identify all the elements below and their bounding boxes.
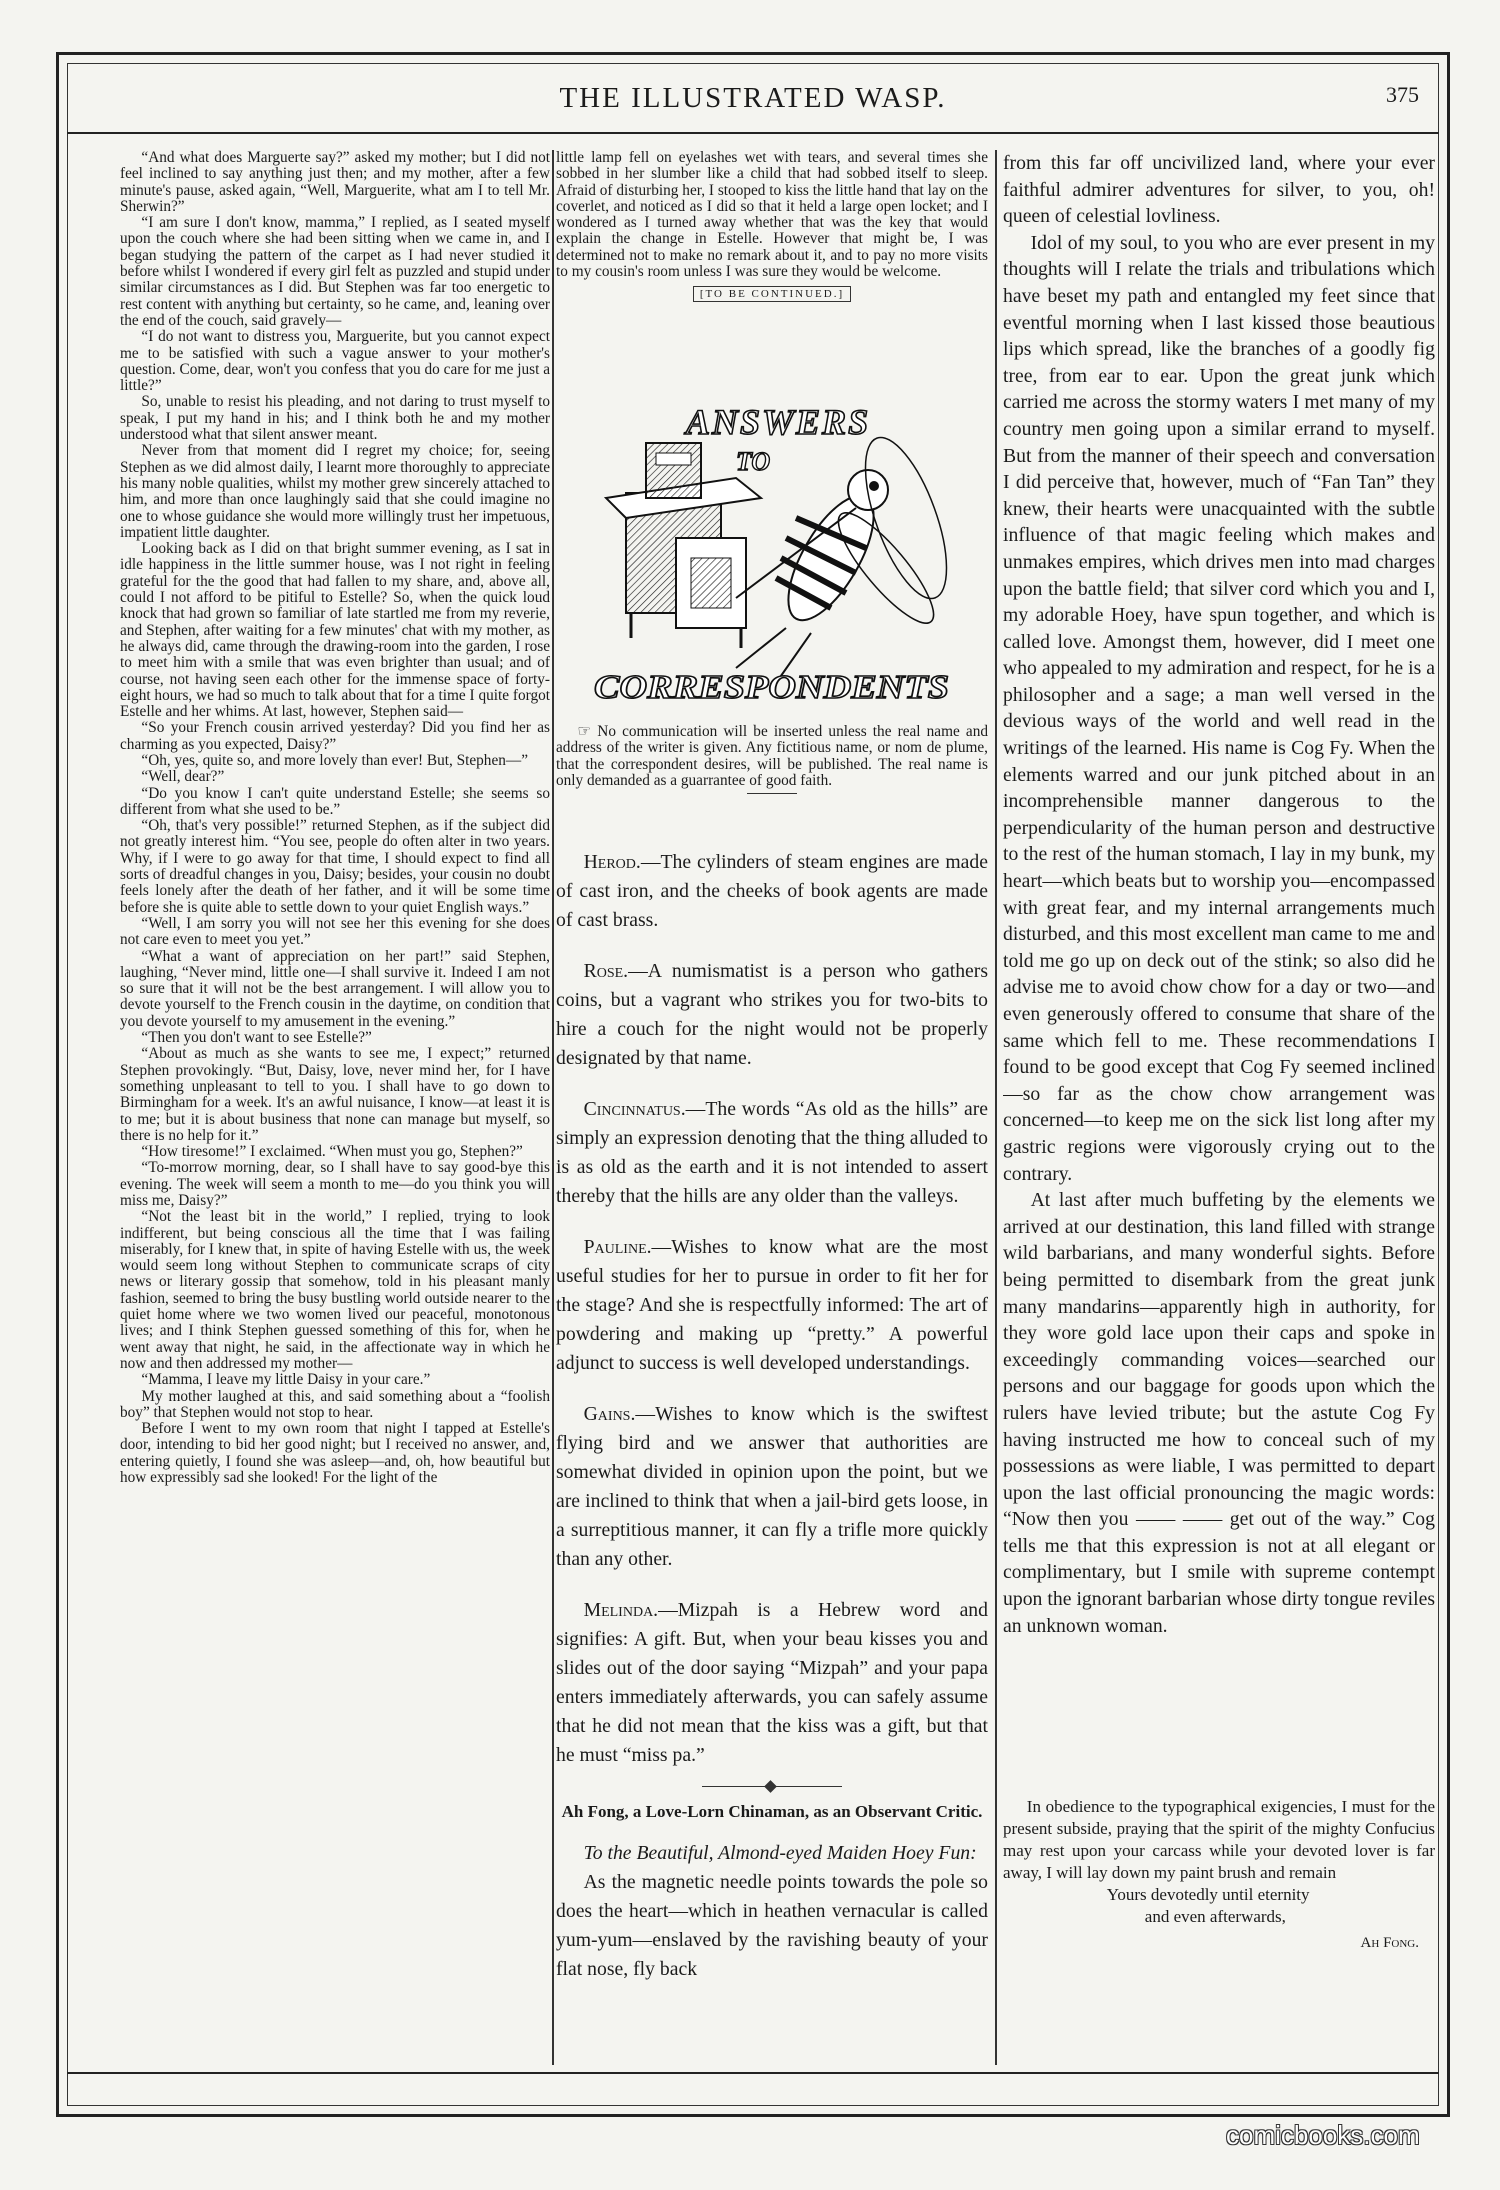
story-column-2 xyxy=(556,150,988,360)
answers-to-correspondents-illustration xyxy=(586,398,960,724)
answer-item xyxy=(556,1095,988,1211)
story-paragraph: “Well, I am sorry you will not see her this evening for she does not care even to meet you yet.” xyxy=(120,914,550,949)
story-paragraph: “To-morrow morning, dear, so I shall have to say good-bye this evening. The week will seem a month to me—do you think you will miss me, Daisy?” xyxy=(120,1159,550,1209)
letter-heading: Ah Fong, a Love-Lorn Chinaman, as an Observant Critic. xyxy=(561,1802,983,1821)
story-paragraph: “Not the least bit in the world,” I replied, trying to look indifferent, but being conscious all the time that I was failing miserably, for I knew that, in spite of having Estelle with us, the week would seem long without Stephen to communicate scraps of city news or literary gossip that somehow, told in his pleasant manly fashion, seemed to bring the busy bustling world outside nearer to the quiet home where we two women lived our peaceful, monotonous lives; and I think Stephen guessed something of this for, when he went away that night, he said, in the affectionate way in which he now and then addressed my mother— xyxy=(120,1208,550,1372)
story-paragraph: “And what does Marguerte say?” asked my mother; but I did not feel inclined to say anything just then; and my mother, after a few minute's pause, asked again, “Well, Marguerite, what am I to tell Mr. Sherwin?” xyxy=(120,150,550,215)
story-paragraph: “Do you know I can't quite understand Estelle; she seems so different from what she used to be.” xyxy=(120,784,550,818)
story-paragraph: “So your French cousin arrived yesterday? Did you find her as charming as you expected, Daisy?” xyxy=(120,719,550,753)
answer-name: Pauline. xyxy=(583,1236,652,1258)
story-paragraph: “Oh, that's very possible!” returned Stephen, as if the subject did not greatly interest him. “You see, people do often alter in two years. Why, if I were to go away for that time, I should expect to find all sorts of dreadful changes in you, Daisy; besides, your cousin no doubt feels lonely after the death of her father, and it will be some time before she is quite able to settle down to your quiet English ways.” xyxy=(120,817,550,916)
letter-closing-line: Yours devotedly until eternity xyxy=(1106,1885,1310,1904)
answer-name: Rose. xyxy=(583,960,629,982)
answer-text: —The cylinders of steam engines are made of cast iron, and the cheeks of book agents are made of cast brass. xyxy=(556,851,988,931)
letter-column xyxy=(1003,150,1435,1790)
story-paragraph: “Mamma, I leave my little Daisy in your care.” xyxy=(141,1371,431,1389)
letter-paragraph: from this far off uncivilized land, where your ever faithful admirer adventures for silver, to you, oh! queen of celestial lovliness. xyxy=(1003,152,1435,228)
answers-notice xyxy=(556,724,988,789)
answer-item xyxy=(556,1400,988,1574)
answer-item xyxy=(556,1233,988,1378)
answer-text: —Mizpah is a Hebrew word and signifies: A gift. But, when your beau kisses you and slides out of the door saying “Mizpah” and your papa enters immediately afterwards, you can safely assume that he did not mean that the kiss was a gift, but that he must “miss pa.” xyxy=(556,1599,988,1766)
illustration-svg xyxy=(586,398,960,724)
answer-name: Gains. xyxy=(583,1403,636,1425)
answer-text: —Wishes to know which is the swiftest flying bird and we answer that authorities are somewhat divided in opinion upon the point, but we are inclined to think that when a jail-bird gets loose, in a surreptitious manner, it can fly a trifle more quickly than any other. xyxy=(556,1403,988,1570)
illustration-title-to: TO xyxy=(736,447,771,476)
story-paragraph: “I do not want to distress you, Marguerite, but you cannot expect me to be satisfied with such a vague answer to your mother's question. Come, dear, won't you confess that you do care for me just a little?” xyxy=(120,328,550,395)
pointing-hand-icon: ☞ xyxy=(577,724,592,740)
illustration-title-answers: ANSWERS xyxy=(686,402,871,442)
to-be-continued xyxy=(556,286,988,302)
letter-paragraph: As the magnetic needle points towards the pole so does the heart—which in heathen vernacular is called yum-yum—enslaved by the ravishing beauty of your flat nose, fly back xyxy=(556,1871,988,1980)
story-paragraph: little lamp fell on eyelashes wet with tears, and several times she sobbed in her slumber like a child that had sobbed itself to sleep. Afraid of disturbing her, I stooped to kiss the little hand that lay on the coverlet, and noticed as I did so that it held a large open locket; and I wondered as I turned away whether that was the key that would explain the change in Estelle. However that might be, I was determined not to make no remark about it, and to pay no more visits to my cousin's room unless I was sure they would be welcome. xyxy=(556,150,988,281)
story-paragraph: “How tiresome!” I exclaimed. “When must you go, Stephen?” xyxy=(141,1143,523,1161)
letter-paragraph: At last after much buffeting by the elements we arrived at our destination, this land filled with strange wild barbarians, and many wonderful sights. Before being permitted to disembark from the great junk many mandarins—apparently high in authority, for they wore gold lace upon their caps and spoke in exceedingly commanding voices—searched our persons and our baggage for goods upon which the rulers have levied tribute; but the astute Cog Fy having instructed me how to conceal such of my possessions as were liable, I was permitted to depart upon the last official pronouncing the magic words: “Now then you —— —— get out of the way.” Cog tells me that this expression is not at all elegant or complimentary, but I smile with supreme contempt upon the ignorant barbarian whose dirty tongue reviles an unknown woman. xyxy=(1003,1189,1435,1637)
page-number: 375 xyxy=(1386,82,1419,107)
section-divider xyxy=(747,793,797,794)
page-header xyxy=(67,78,1439,128)
to-be-continued-label: [TO BE CONTINUED.] xyxy=(693,286,851,302)
answer-item xyxy=(556,1596,988,1770)
answer-text: —A numismatist is a person who gathers coins, but a vagrant who strikes you for two-bits to hire a couch for the night would not be properly designated by that name. xyxy=(556,960,988,1069)
story-paragraph: So, unable to resist his pleading, and not daring to trust myself to speak, I put my hand in his; and I think both he and my mother understood what that silent answer meant. xyxy=(120,393,550,444)
answer-name: Melinda. xyxy=(583,1599,659,1621)
letter-closing-line: and even afterwards, xyxy=(1144,1907,1286,1926)
answer-item xyxy=(556,848,988,935)
letter-paragraph: Idol of my soul, to you who are ever present in my thoughts will I relate the trials and tribulations which have beset my path and entangled my feet since that eventful morning when I last kissed those beautious lips which spread, like the branches of a goodly fig tree, from ear to ear. Upon the great junk which carried me across the stormy waters I met many of my country men going upon a similar errand to myself. But from the manner of their speech and conversation I did perceive that, however, much of “Fan Tan” they knew, their hearts were unacquainted with the subtle influence of that magic feeling which makes and unmakes empires, which drives men into mad charges upon the battle field; that silver cord which you and I, my adorable Hoey, have spun together, and which is called love. Amongst them, however, did I meet one who appealed to my admiration and respect, for he is a philosopher and a sage; a man well versed in the devious ways of the world and well read in the writings of the learned. His name is Cog Fy. When the elements warred and our junk pitched about in an incomprehensible manner dangerous to the perpendicularity of the human person and destructive to the rest of the human stomach, I lay in my bunk, my heart—which beats but to worship you—encompassed with great fear, and my internal arrangements much disturbed, and this most excellent man came to me and told me go up on deck out of the stink; so also did he advise me to avoid chow chow for a day or two—and even generously offered to consume that share of the same which fell to me. These recommendations I found to be good except that Cog Fy seemed inclined—so far as the chow chow arrangement was concerned—to keep me on the sick list long after my gastric regions were vigorously crying out to the contrary. xyxy=(1003,231,1435,1185)
masthead-title: THE ILLUSTRATED WASP. xyxy=(559,82,947,114)
story-paragraph: “About as much as she wants to see me, I expect;” returned Stephen provokingly. “But, Daisy, love, never mind her, for I have something unpleasant to tell to you. I shall have to go down to Birmingham for a week. It's an awful nuisance, I know—at least it is to me; but it is about business that none can manage but myself, so there is no help for it.” xyxy=(120,1045,550,1144)
letter-signature: Ah Fong. xyxy=(1360,1935,1419,1951)
header-rule xyxy=(67,132,1439,134)
letter-paragraph: In obedience to the typographical exigencies, I must for the present subside, praying that the spirit of the mighty Confucius may rest upon your carcass while your devoted lover is far away, I will lay down my paint brush and remain xyxy=(1003,1797,1435,1882)
story-paragraph: Never from that moment did I regret my choice; for, seeing Stephen as we did almost daily, I learnt more thoroughly to appreciate his many noble qualities, whilst my mother grew sincerely attached to him, and more than once laughingly said that she could imagine no one to whose guidance she would more willingly trust her impetuous, impatient little daughter. xyxy=(120,442,550,541)
story-paragraph: “I am sure I don't know, mamma,” I replied, as I seated myself upon the couch where she had been sitting when we came in, and I began studying the pattern of the carpet as I had never studied it before whilst I wondered if every girl felt as puzzled and stupid under similar circumstances as I did. But Stephen was far too energetic to rest content with anything but certainty, so he came, and, leaning over the end of the couch, said gravely— xyxy=(120,214,550,329)
story-paragraph: “Well, dear?” xyxy=(141,768,225,786)
answers-notice-block xyxy=(556,724,988,836)
answer-text: —Wishes to know what are the most useful studies for her to pursue in order to fit her for the stage? And she is respectfully informed: The art of powdering and making up “pretty.” A powerful adjunct to success is well developed understandings. xyxy=(556,1236,988,1374)
column-divider-2 xyxy=(995,150,997,2065)
ornament-divider xyxy=(702,1786,842,1787)
story-paragraph: “Then you don't want to see Estelle?” xyxy=(141,1029,372,1047)
footer-rule xyxy=(67,2072,1439,2074)
story-paragraph: Before I went to my own room that night I tapped at Estelle's door, intending to bid her good night; but I received no answer, and, entering quietly, I found she was asleep—and, oh, how beautiful but how expressibly sad she looked! For the light of the xyxy=(120,1420,550,1487)
answers-notice-text: No communication will be inserted unless the real name and address of the writer is given. Any fictitious name, or nom de plume, that the correspondent desires, will be published. The real name is only demanded as a guarrantee of good faith. xyxy=(556,724,988,789)
story-paragraph: “Oh, yes, quite so, and more lovely than ever! But, Stephen—” xyxy=(141,751,528,769)
story-column-1 xyxy=(120,150,550,2065)
watermark: comicbooks.com xyxy=(1226,2120,1420,2150)
story-paragraph: Looking back as I did on that bright summer evening, as I sat in idle happiness in the little summer house, was I not right in feeling grateful for the the good that had fallen to my share, and, above all, could I not afford to be pitiful to Estelle? So, when the quick loud knock that had grown so familiar of late startled me from my reverie, and Stephen, after waiting for a few minutes' chat with my mother, as he always did, came through the drawing-room into the garden, I rose to meet him with a smile that was even brighter than usual; and of course, not having seen each other for the immense space of forty-eight hours, we had so much to talk about that for a time I quite forgot Estelle and her whims. At last, however, Stephen said— xyxy=(120,540,550,721)
answers-column xyxy=(556,848,988,2063)
story-paragraph: My mother laughed at this, and said something about a “foolish boy” that Stephen would not stop to hear. xyxy=(120,1387,550,1421)
answer-text: —The words “As old as the hills” are simply an expression denoting that the thing alluded to is as old as the earth and it is not intended to assert thereby that the hills are any older than the valleys. xyxy=(556,1098,988,1207)
column-divider-1 xyxy=(552,150,554,2065)
answer-name: Herod. xyxy=(583,851,641,873)
illustration-title-correspondents: CORRESPONDENTS xyxy=(594,669,949,706)
answer-item xyxy=(556,957,988,1073)
answer-name: Cincinnatus. xyxy=(583,1098,686,1120)
letter-salutation: To the Beautiful, Almond-eyed Maiden Hoey Fun: xyxy=(583,1842,977,1864)
letter-closing-block xyxy=(1003,1796,1435,2066)
story-paragraph: “What a want of appreciation on her part!” said Stephen, laughing, “Never mind, little one—I shall survive it. Indeed I am not so sure that it will not be the best arrangement. I will allow you to devote yourself to the French cousin in the daytime, on condition that you devote yourself to my amusement in the evening.” xyxy=(120,947,550,1030)
